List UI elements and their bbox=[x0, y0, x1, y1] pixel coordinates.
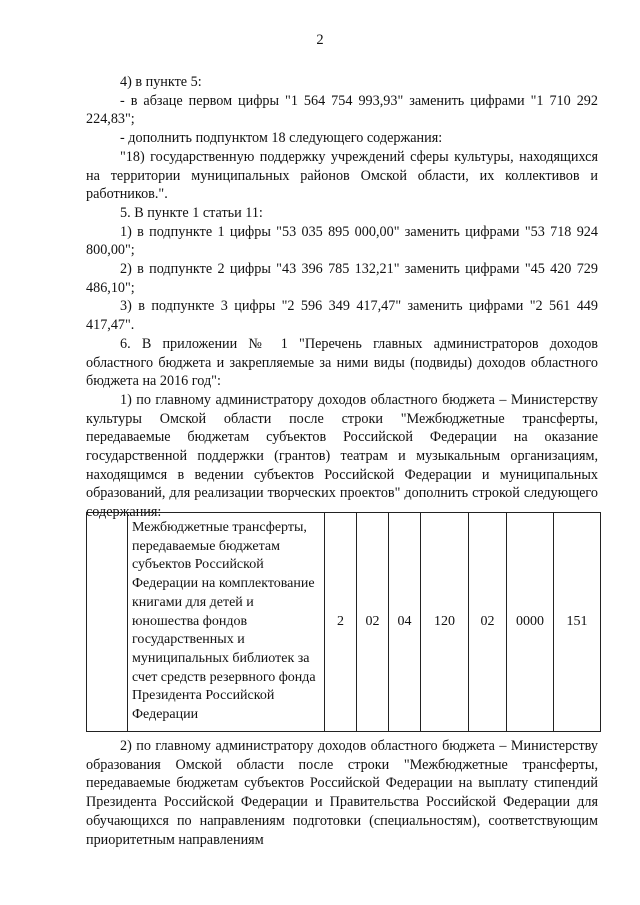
paragraph: 3) в подпункте 3 цифры "2 596 349 417,47" заменить цифрами "2 561 449 417,47". bbox=[86, 298, 598, 334]
document-body bbox=[86, 73, 598, 522]
code-cell: 02 bbox=[469, 513, 507, 732]
paragraph: - в абзаце первом цифры "1 564 754 993,93" заменить цифрами "1 710 292 224,83"; bbox=[86, 92, 598, 128]
paragraph: 6. В приложении № 1 "Перечень главных администраторов доходов областного бюджета и закрепляемые за ними виды (подвиды) доходов областного бюджета на 2016 год": bbox=[86, 335, 598, 390]
revenue-code-table bbox=[86, 512, 601, 732]
code-cell: 2 bbox=[325, 513, 357, 732]
code-cell: 04 bbox=[389, 513, 421, 732]
code-cell: 0000 bbox=[507, 513, 554, 732]
empty-cell bbox=[87, 513, 128, 732]
paragraph: - дополнить подпунктом 18 следующего содержания: bbox=[120, 130, 443, 147]
code-cell: 02 bbox=[357, 513, 389, 732]
paragraph: 4) в пункте 5: bbox=[120, 74, 202, 90]
paragraph: 5. В пункте 1 статьи 11: bbox=[120, 204, 263, 221]
paragraph: 1) по главному администратору доходов областного бюджета – Министерству культуры Омской области после строки "Межбюджетные трансферты, передаваемые бюджетам субъектов Российской Федерации на оказание государственной поддержки (грантов) театрам и музыкальным организациям, находящимся в ведении субъектов Российской Федерации и муниципальных образований, для реализации творческих проектов" дополнить строкой следующего содержания: bbox=[86, 391, 598, 521]
code-cell: 120 bbox=[421, 513, 469, 732]
paragraph: 1) в подпункте 1 цифры "53 035 895 000,00" заменить цифрами "53 718 924 800,00"; bbox=[86, 223, 598, 259]
table-row bbox=[87, 513, 601, 732]
document-body-continued bbox=[86, 737, 598, 849]
paragraph: 2) по главному администратору доходов областного бюджета – Министерству образования Омской области после строки "Межбюджетные трансферты, передаваемые бюджетам субъектов Российской Федерации на выплату стипендий Президента Российской Федерации и Правительства Российской Федерации для обучающихся по направлениям подготовки (специальностям), соответствующим приоритетным направлениям bbox=[86, 738, 598, 848]
revenue-description: Межбюджетные трансферты, передаваемые бюджетам субъектов Российской Федерации на комплектование книгами для детей и юношества фондов государственных и муниципальных библиотек за счет средств резервного фонда Президента Российской Федерации bbox=[128, 513, 325, 732]
paragraph: "18) государственную поддержку учреждений сферы культуры, находящихся на территории муниципальных районов Омской области, их коллективов и работников.". bbox=[86, 148, 598, 203]
code-cell: 151 bbox=[554, 513, 601, 732]
paragraph: 2) в подпункте 2 цифры "43 396 785 132,21" заменить цифрами "45 420 729 486,10"; bbox=[86, 261, 598, 296]
page-number: 2 bbox=[316, 32, 324, 48]
